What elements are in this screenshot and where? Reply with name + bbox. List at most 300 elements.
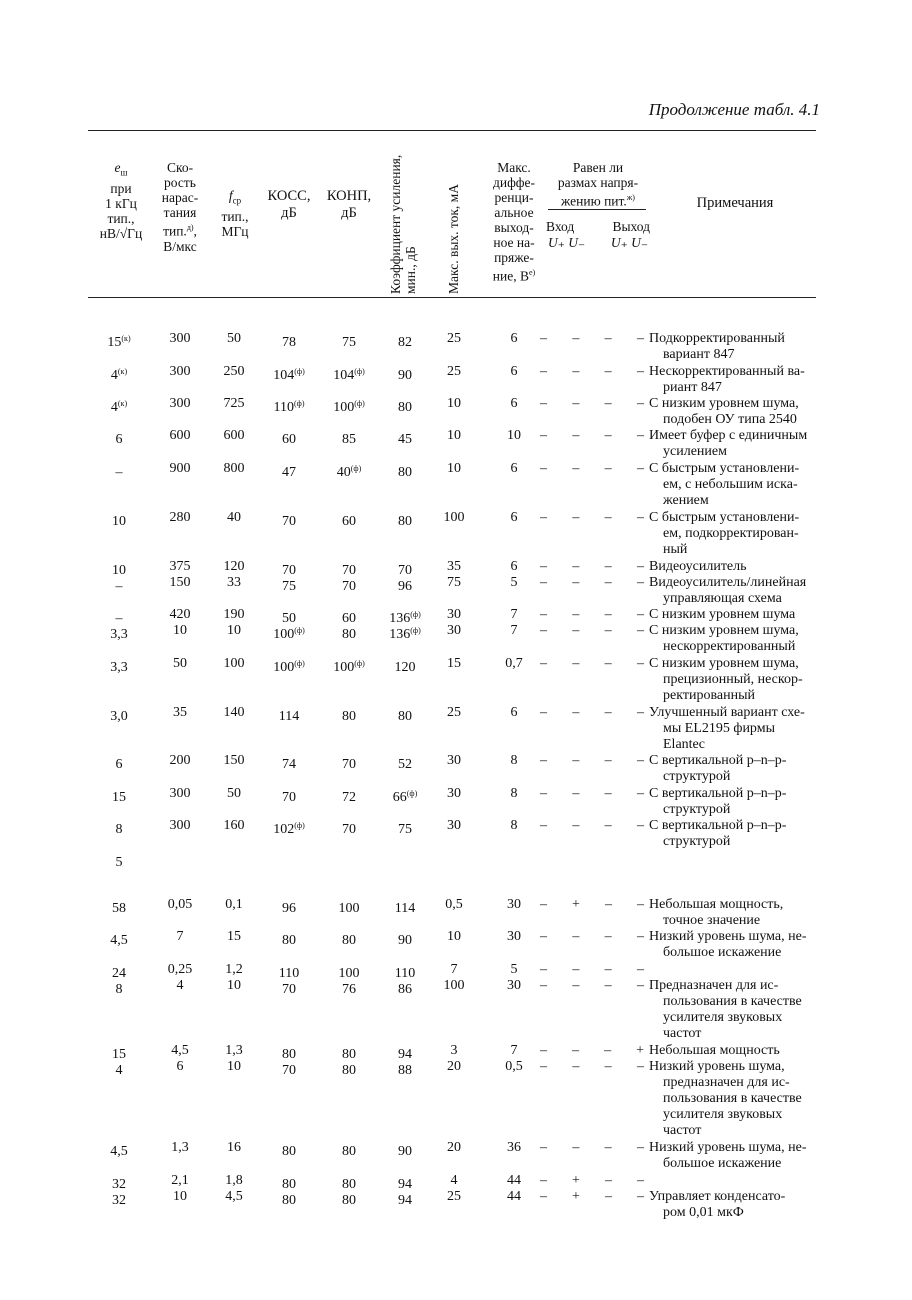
cell-noise: 8 bbox=[115, 982, 123, 997]
cell-cmrr: $110^{(ф)}$ bbox=[273, 399, 305, 415]
cell-iout: 20 bbox=[447, 1059, 461, 1074]
cell-vdiff: 30 bbox=[507, 929, 521, 944]
header-input-output: Вход Выход bbox=[546, 219, 650, 234]
cell-vdiff: 6 bbox=[510, 705, 518, 720]
cell-cmrr: 96 bbox=[282, 901, 296, 916]
cell-iout: 4 bbox=[450, 1173, 458, 1188]
rail-sign: – bbox=[604, 753, 612, 768]
cell-noise: 5 bbox=[115, 855, 123, 870]
table-row bbox=[88, 1189, 816, 1220]
cell-noise: 4,5 bbox=[110, 933, 128, 948]
rail-sign: – bbox=[636, 461, 644, 476]
cell-iout: 0,5 bbox=[445, 897, 463, 912]
cell-noise: 10 bbox=[112, 514, 126, 529]
cell-slew: 2,1 bbox=[171, 1173, 189, 1188]
rail-sign: – bbox=[636, 1059, 644, 1074]
cell-gain: 94 bbox=[398, 1193, 412, 1208]
cell-iout: 30 bbox=[447, 607, 461, 622]
rail-signs bbox=[540, 559, 644, 575]
cell-fcp: 15 bbox=[227, 929, 241, 944]
rail-sign: – bbox=[604, 331, 612, 346]
cell-note: Нескорректированный ва- риант 847 bbox=[649, 364, 805, 395]
cell-note: Подкорректированный вариант 847 bbox=[649, 331, 785, 362]
rail-signs bbox=[540, 1059, 644, 1075]
rail-signs bbox=[540, 607, 644, 623]
header-noise: $e_ш$ при 1 кГц тип., нВ/√Гц bbox=[99, 160, 143, 241]
cell-psrr: 80 bbox=[342, 1063, 356, 1078]
rail-signs bbox=[540, 897, 644, 913]
cell-cmrr: $100^{(ф)}$ bbox=[273, 626, 305, 642]
cell-iout: 25 bbox=[447, 364, 461, 379]
rail-sign: – bbox=[572, 962, 580, 977]
cell-iout: 10 bbox=[447, 461, 461, 476]
cell-noise: 15 bbox=[112, 790, 126, 805]
cell-cmrr: 60 bbox=[282, 432, 296, 447]
cell-noise: $4^{(к)}$ bbox=[110, 399, 128, 415]
cell-fcp: 725 bbox=[223, 396, 245, 411]
cell-note: С быстрым установлени- ем, с небольшим иска- жением bbox=[649, 461, 800, 508]
cell-iout: 100 bbox=[443, 510, 465, 525]
header-supply-symbols: U₊ U₋ U₊ U₋ bbox=[548, 235, 648, 250]
cell-note: С вертикальной p–n–p- структурой bbox=[649, 818, 787, 849]
cell-gain: 80 bbox=[398, 514, 412, 529]
rail-signs bbox=[540, 623, 644, 639]
rail-sign: – bbox=[572, 428, 580, 443]
rail-sign: – bbox=[604, 897, 612, 912]
cell-cmrr: 80 bbox=[282, 1047, 296, 1062]
rail-signs bbox=[540, 331, 644, 347]
cell-noise: 3,3 bbox=[110, 660, 128, 675]
cell-note: Улучшенный вариант схе- мы EL2195 фирмы Elantec bbox=[649, 705, 805, 752]
cell-noise: 6 bbox=[115, 757, 123, 772]
rail-sign: – bbox=[572, 753, 580, 768]
cell-noise: 3,3 bbox=[110, 627, 128, 642]
cell-slew: 0,05 bbox=[167, 897, 193, 912]
header-rail-rule bbox=[548, 209, 646, 210]
rail-sign: – bbox=[540, 364, 547, 379]
cell-psrr: 70 bbox=[342, 563, 356, 578]
cell-vdiff: 6 bbox=[510, 396, 518, 411]
cell-noise: 10 bbox=[112, 563, 126, 578]
cell-noise: 32 bbox=[112, 1193, 126, 1208]
cell-fcp: 40 bbox=[227, 510, 241, 525]
cell-iout: 20 bbox=[447, 1140, 461, 1155]
cell-cmrr: 70 bbox=[282, 790, 296, 805]
rail-sign: – bbox=[540, 623, 547, 638]
cell-cmrr: 110 bbox=[278, 966, 300, 981]
rail-sign: – bbox=[604, 1189, 612, 1204]
rail-signs bbox=[540, 575, 644, 591]
rail-sign: – bbox=[540, 705, 547, 720]
rail-sign: – bbox=[604, 607, 612, 622]
rail-sign: – bbox=[572, 1140, 580, 1155]
rail-signs bbox=[540, 428, 644, 444]
cell-slew: 50 bbox=[173, 656, 187, 671]
cell-noise: $4^{(к)}$ bbox=[110, 367, 128, 383]
cell-fcp: 33 bbox=[227, 575, 241, 590]
rail-sign: + bbox=[572, 1173, 580, 1188]
rail-sign: – bbox=[604, 1140, 612, 1155]
cell-fcp: 250 bbox=[223, 364, 245, 379]
cell-psrr: 70 bbox=[342, 579, 356, 594]
cell-vdiff: 7 bbox=[510, 1043, 518, 1058]
table-row bbox=[88, 962, 816, 981]
rail-sign: + bbox=[572, 897, 580, 912]
cell-vdiff: 8 bbox=[510, 786, 518, 801]
rail-signs bbox=[540, 962, 644, 978]
cell-gain: 94 bbox=[398, 1177, 412, 1192]
cell-slew: 200 bbox=[169, 753, 191, 768]
rail-sign: – bbox=[572, 705, 580, 720]
rail-sign: – bbox=[636, 364, 644, 379]
cell-slew: 0,25 bbox=[167, 962, 193, 977]
cell-fcp: 190 bbox=[223, 607, 245, 622]
cell-gain: 80 bbox=[398, 709, 412, 724]
rail-sign: – bbox=[636, 396, 644, 411]
cell-gain: 70 bbox=[398, 563, 412, 578]
cell-iout: 30 bbox=[447, 753, 461, 768]
rail-sign: – bbox=[540, 1043, 547, 1058]
rail-sign: – bbox=[572, 818, 580, 833]
rail-sign: – bbox=[540, 1059, 547, 1074]
rail-sign: – bbox=[572, 510, 580, 525]
cell-fcp: 50 bbox=[227, 786, 241, 801]
cell-iout: 15 bbox=[447, 656, 461, 671]
cell-vdiff: 5 bbox=[510, 962, 518, 977]
table-row bbox=[88, 656, 816, 703]
table-row bbox=[88, 575, 816, 606]
cell-note: С быстрым установлени- ем, подкорректирован- ный bbox=[649, 510, 800, 557]
cell-iout: 10 bbox=[447, 428, 461, 443]
cell-psrr: 100 bbox=[338, 966, 360, 981]
rail-sign: – bbox=[540, 575, 547, 590]
rail-sign: – bbox=[637, 1189, 644, 1204]
cell-cmrr: 80 bbox=[282, 1144, 296, 1159]
rail-sign: – bbox=[540, 978, 547, 993]
table-row bbox=[88, 510, 816, 557]
rail-sign: – bbox=[572, 331, 580, 346]
rail-sign: – bbox=[572, 1043, 580, 1058]
rail-sign: – bbox=[604, 559, 612, 574]
rail-signs bbox=[540, 1140, 644, 1156]
rail-sign: – bbox=[604, 1043, 612, 1058]
rail-sign: – bbox=[636, 428, 644, 443]
cell-slew: 10 bbox=[173, 1189, 187, 1204]
cell-gain: 120 bbox=[394, 660, 416, 675]
rail-sign: – bbox=[540, 962, 547, 977]
cell-cmrr: 70 bbox=[282, 982, 296, 997]
cell-psrr: 80 bbox=[342, 709, 356, 724]
rail-sign: – bbox=[636, 962, 644, 977]
cell-slew: 300 bbox=[169, 818, 191, 833]
cell-noise: 6 bbox=[115, 432, 123, 447]
cell-gain: 86 bbox=[398, 982, 412, 997]
rail-sign: – bbox=[636, 656, 644, 671]
cell-slew: 7 bbox=[176, 929, 184, 944]
cell-slew: 300 bbox=[169, 396, 191, 411]
table-row bbox=[88, 929, 816, 960]
rail-sign: – bbox=[540, 559, 547, 574]
cell-slew: 10 bbox=[173, 623, 187, 638]
cell-gain: 80 bbox=[398, 400, 412, 415]
cell-vdiff: 0,5 bbox=[505, 1059, 523, 1074]
rail-sign: – bbox=[636, 1140, 644, 1155]
rail-sign: – bbox=[540, 396, 547, 411]
cell-psrr: 60 bbox=[342, 611, 356, 626]
rail-sign: – bbox=[604, 1173, 612, 1188]
rail-sign: – bbox=[604, 705, 612, 720]
cell-note: С вертикальной p–n–p- структурой bbox=[649, 786, 787, 817]
table-row bbox=[88, 559, 816, 578]
cell-cmrr: 74 bbox=[282, 757, 296, 772]
cell-fcp: 800 bbox=[223, 461, 245, 476]
rail-sign: – bbox=[604, 396, 612, 411]
cell-gain: 80 bbox=[398, 465, 412, 480]
header-max-diff-voltage: Макс. диффе- ренци- альное выход- ное на- пряже- ние, $В^{е)}$ bbox=[492, 160, 536, 284]
cell-gain: 110 bbox=[394, 966, 416, 981]
cell-note: С низким уровнем шума bbox=[649, 607, 796, 622]
cell-slew: 4,5 bbox=[171, 1043, 189, 1058]
rail-sign: – bbox=[636, 753, 644, 768]
rail-sign: – bbox=[540, 656, 547, 671]
cell-vdiff: 6 bbox=[510, 559, 518, 574]
cell-psrr: $100^{(ф)}$ bbox=[333, 659, 365, 675]
rail-sign: – bbox=[636, 575, 644, 590]
cell-slew: 1,3 bbox=[171, 1140, 189, 1155]
table-row bbox=[88, 1043, 816, 1062]
cell-vdiff: 7 bbox=[510, 607, 518, 622]
rail-sign: – bbox=[572, 978, 580, 993]
cell-noise: 32 bbox=[112, 1177, 126, 1192]
cell-psrr: 80 bbox=[342, 627, 356, 642]
rail-signs bbox=[540, 929, 644, 945]
rail-sign: – bbox=[540, 753, 547, 768]
rail-sign: – bbox=[637, 897, 644, 912]
cell-noise: 58 bbox=[112, 901, 126, 916]
cell-vdiff: 8 bbox=[510, 818, 518, 833]
cell-gain: 94 bbox=[398, 1047, 412, 1062]
cell-vdiff: 30 bbox=[507, 978, 521, 993]
cell-psrr: $100^{(ф)}$ bbox=[333, 399, 365, 415]
cell-gain: 114 bbox=[394, 901, 416, 916]
header-fcp: $f_{ср}$ тип., МГц bbox=[221, 188, 249, 239]
rail-sign: – bbox=[572, 929, 580, 944]
rail-sign: – bbox=[540, 461, 547, 476]
cell-slew: 300 bbox=[169, 364, 191, 379]
cell-slew: 420 bbox=[169, 607, 191, 622]
table-row bbox=[88, 364, 816, 395]
cell-note: Низкий уровень шума, не- большое искажение bbox=[649, 1140, 807, 1171]
cell-noise: 15 bbox=[112, 1047, 126, 1062]
rail-sign: – bbox=[636, 818, 644, 833]
cell-cmrr: 78 bbox=[282, 335, 296, 350]
cell-gain: 75 bbox=[398, 822, 412, 837]
rail-sign: – bbox=[604, 364, 612, 379]
cell-slew: 900 bbox=[169, 461, 191, 476]
rail-sign: – bbox=[540, 510, 547, 525]
table-row bbox=[88, 1140, 816, 1171]
cell-gain: $66^{(ф)}$ bbox=[392, 789, 418, 805]
rail-sign: – bbox=[540, 1173, 547, 1188]
table-caption: Продолжение табл. 4.1 bbox=[648, 100, 820, 119]
cell-note: Низкий уровень шума, предназначен для ис- пользования в качестве усилителя звуковых частот bbox=[649, 1059, 802, 1138]
cell-note: С низким уровнем шума, прецизионный, нескор- ректированный bbox=[649, 656, 803, 703]
cell-fcp: 10 bbox=[227, 978, 241, 993]
rail-sign: + bbox=[572, 1189, 580, 1204]
table-row bbox=[88, 607, 816, 626]
cell-psrr: 80 bbox=[342, 1047, 356, 1062]
cell-iout: 30 bbox=[447, 818, 461, 833]
cell-vdiff: 36 bbox=[507, 1140, 521, 1155]
cell-note: Небольшая мощность bbox=[649, 1043, 780, 1058]
rail-sign: – bbox=[604, 818, 612, 833]
cell-noise: 4 bbox=[115, 1063, 123, 1078]
header-gain: Коэффициент усиления, мин., дБ bbox=[388, 154, 418, 294]
cell-iout: 25 bbox=[447, 1189, 461, 1204]
cell-gain: 90 bbox=[398, 933, 412, 948]
table-row bbox=[88, 396, 816, 427]
cell-slew: 300 bbox=[169, 331, 191, 346]
rail-sign: – bbox=[604, 929, 612, 944]
cell-noise: – bbox=[115, 611, 123, 626]
rail-sign: – bbox=[540, 897, 547, 912]
cell-cmrr: 47 bbox=[282, 465, 296, 480]
cell-fcp: 140 bbox=[223, 705, 245, 720]
cell-vdiff: 6 bbox=[510, 364, 518, 379]
cell-gain: $136^{(ф)}$ bbox=[389, 610, 421, 626]
table-row bbox=[88, 461, 816, 508]
cell-vdiff: 10 bbox=[507, 428, 521, 443]
rail-sign: – bbox=[604, 575, 612, 590]
cell-noise: 3,0 bbox=[110, 709, 128, 724]
cell-psrr: 76 bbox=[342, 982, 356, 997]
cell-cmrr: 75 bbox=[282, 579, 296, 594]
rail-sign: – bbox=[636, 559, 644, 574]
cell-gain: 90 bbox=[398, 1144, 412, 1159]
cell-fcp: 120 bbox=[223, 559, 245, 574]
header-top-rule bbox=[88, 130, 816, 131]
table-row bbox=[88, 1059, 816, 1138]
table-row bbox=[88, 897, 816, 928]
cell-note: Низкий уровень шума, не- большое искажение bbox=[649, 929, 807, 960]
rail-signs bbox=[540, 1189, 644, 1205]
rail-sign: – bbox=[604, 510, 612, 525]
cell-psrr: 72 bbox=[342, 790, 356, 805]
cell-psrr: 70 bbox=[342, 822, 356, 837]
cell-cmrr: 114 bbox=[278, 709, 300, 724]
header-notes: Примечания bbox=[696, 195, 774, 211]
cell-noise: 24 bbox=[112, 966, 126, 981]
cell-vdiff: 44 bbox=[507, 1173, 521, 1188]
cell-cmrr: 70 bbox=[282, 563, 296, 578]
table-row bbox=[88, 786, 816, 817]
cell-fcp: 150 bbox=[223, 753, 245, 768]
rail-sign: – bbox=[540, 929, 547, 944]
rail-signs bbox=[540, 510, 644, 526]
cell-vdiff: 8 bbox=[510, 753, 518, 768]
rail-signs bbox=[540, 656, 644, 672]
rail-sign: – bbox=[540, 818, 547, 833]
rail-sign: – bbox=[637, 1173, 644, 1188]
cell-cmrr: 70 bbox=[282, 514, 296, 529]
cell-psrr: 80 bbox=[342, 933, 356, 948]
cell-fcp: 160 bbox=[223, 818, 245, 833]
cell-psrr: 80 bbox=[342, 1177, 356, 1192]
cell-vdiff: 5 bbox=[510, 575, 518, 590]
rail-sign: – bbox=[572, 1059, 580, 1074]
cell-fcp: 1,2 bbox=[225, 962, 243, 977]
rail-signs bbox=[540, 786, 644, 802]
cell-psrr: 60 bbox=[342, 514, 356, 529]
cell-fcp: 10 bbox=[227, 1059, 241, 1074]
rail-sign: – bbox=[572, 623, 580, 638]
header-max-output-current: Макс. вых. ток, мА bbox=[446, 184, 461, 294]
cell-gain: 96 bbox=[398, 579, 412, 594]
rail-sign: – bbox=[540, 331, 547, 346]
rail-sign: – bbox=[604, 428, 612, 443]
cell-cmrr: 70 bbox=[282, 1063, 296, 1078]
rail-sign: – bbox=[636, 978, 644, 993]
cell-psrr: $104^{(ф)}$ bbox=[333, 367, 365, 383]
rail-sign: – bbox=[572, 786, 580, 801]
cell-fcp: 4,5 bbox=[225, 1189, 243, 1204]
table-row bbox=[88, 623, 816, 654]
cell-cmrr: 50 bbox=[282, 611, 296, 626]
rail-sign: – bbox=[540, 428, 547, 443]
rail-sign: – bbox=[604, 962, 612, 977]
cell-gain: 45 bbox=[398, 432, 412, 447]
cell-noise: $15^{(к)}$ bbox=[107, 334, 131, 350]
cell-note: С вертикальной p–n–p- структурой bbox=[649, 753, 787, 784]
rail-sign: – bbox=[604, 1059, 612, 1074]
cell-psrr: 80 bbox=[342, 1193, 356, 1208]
cell-gain: 88 bbox=[398, 1063, 412, 1078]
rail-sign: – bbox=[636, 705, 644, 720]
cell-vdiff: 6 bbox=[510, 510, 518, 525]
rail-sign: – bbox=[572, 575, 580, 590]
cell-slew: 375 bbox=[169, 559, 191, 574]
cell-psrr: 75 bbox=[342, 335, 356, 350]
cell-gain: 82 bbox=[398, 335, 412, 350]
rail-sign: – bbox=[604, 978, 612, 993]
cell-iout: 3 bbox=[450, 1043, 458, 1058]
cell-note: Видеоусилитель bbox=[649, 559, 747, 574]
rail-sign: – bbox=[636, 623, 644, 638]
cell-iout: 30 bbox=[447, 786, 461, 801]
cell-note: С низким уровнем шума, нескорректированный bbox=[649, 623, 799, 654]
rail-signs bbox=[540, 364, 644, 380]
rail-signs bbox=[540, 753, 644, 769]
rail-sign: – bbox=[604, 656, 612, 671]
cell-psrr: 100 bbox=[338, 901, 360, 916]
rail-signs bbox=[540, 818, 644, 834]
cell-iout: 25 bbox=[447, 705, 461, 720]
cell-iout: 10 bbox=[447, 396, 461, 411]
rail-sign: – bbox=[636, 510, 644, 525]
rail-signs bbox=[540, 1173, 644, 1189]
cell-iout: 75 bbox=[447, 575, 461, 590]
cell-note: Имеет буфер с единичным усилением bbox=[649, 428, 808, 459]
cell-fcp: 600 bbox=[223, 428, 245, 443]
cell-fcp: 50 bbox=[227, 331, 241, 346]
rail-sign: – bbox=[604, 786, 612, 801]
cell-vdiff: 6 bbox=[510, 331, 518, 346]
table-row bbox=[88, 851, 816, 870]
cell-slew: 150 bbox=[169, 575, 191, 590]
rail-sign: – bbox=[540, 786, 547, 801]
rail-sign: – bbox=[572, 364, 580, 379]
cell-iout: 35 bbox=[447, 559, 461, 574]
